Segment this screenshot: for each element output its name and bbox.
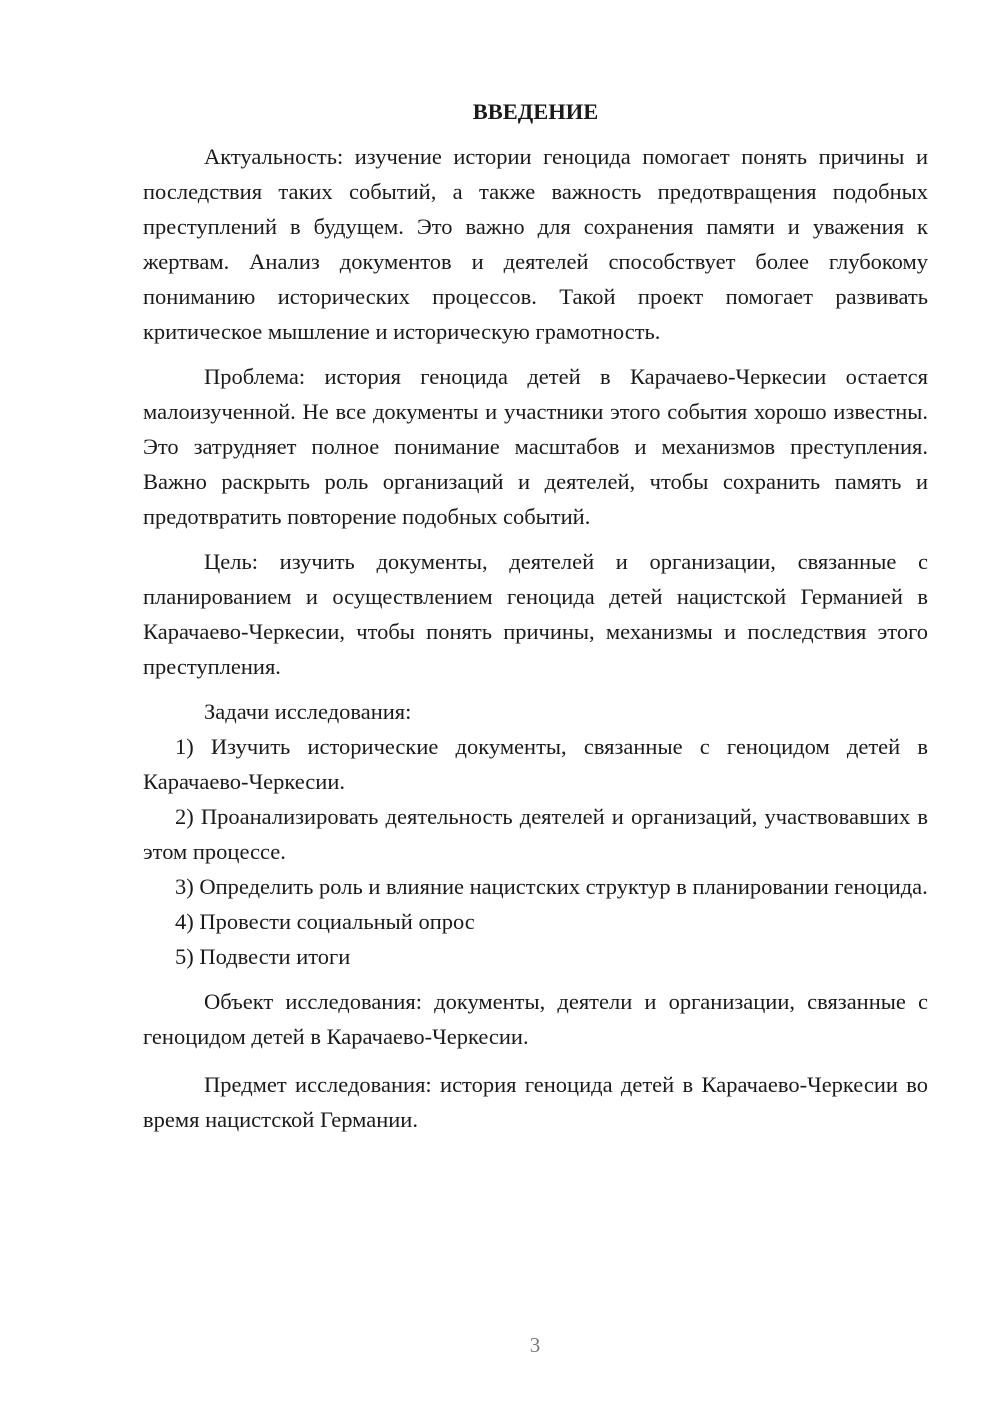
task-item: 2) Проанализировать деятельность деятелей и организаций, участвовавших в этом процессе. bbox=[143, 804, 928, 864]
document-body bbox=[143, 94, 928, 1137]
object-paragraph: Объект исследования: документы, деятели и организации, связанные с геноцидом детей в Карачаево-Черкесии. bbox=[143, 989, 928, 1049]
tasks-heading: Задачи исследования: bbox=[204, 699, 412, 724]
task-item: 4) Провести социальный опрос bbox=[175, 909, 475, 934]
page-number: 3 bbox=[529, 1333, 541, 1357]
relevance-paragraph: Актуальность: изучение истории геноцида помогает понять причины и последствия таких событий, а также важность предотвращения подобных преступлений в будущем. Это важно для сохранения памяти и уважения к жертвам. Анализ документов и деятелей способствует более глубокому пониманию исторических процессов. Такой проект помогает развивать критическое мышление и историческую грамотность. bbox=[143, 144, 928, 344]
goal-paragraph: Цель: изучить документы, деятелей и организации, связанные с планированием и осуществлением геноцида детей нацистской Германией в Карачаево-Черкесии, чтобы понять причины, механизмы и последствия этого преступления. bbox=[143, 549, 928, 679]
task-item: 3) Определить роль и влияние нацистских структур в планировании геноцида. bbox=[175, 874, 928, 899]
problem-paragraph: Проблема: история геноцида детей в Карачаево-Черкесии остается малоизученной. Не все документы и участники этого события хорошо известны. Это затрудняет полное понимание масштабов и механизмов преступления. Важно раскрыть роль организаций и деятелей, чтобы сохранить память и предотвратить повторение подобных событий. bbox=[143, 364, 928, 529]
subject-paragraph: Предмет исследования: история геноцида детей в Карачаево-Черкесии во время нацистской Германии. bbox=[143, 1072, 928, 1132]
page-title: ВВЕДЕНИЕ bbox=[472, 99, 599, 124]
task-item: 5) Подвести итоги bbox=[175, 944, 351, 969]
task-item: 1) Изучить исторические документы, связанные с геноцидом детей в Карачаево-Черкесии. bbox=[143, 734, 928, 794]
